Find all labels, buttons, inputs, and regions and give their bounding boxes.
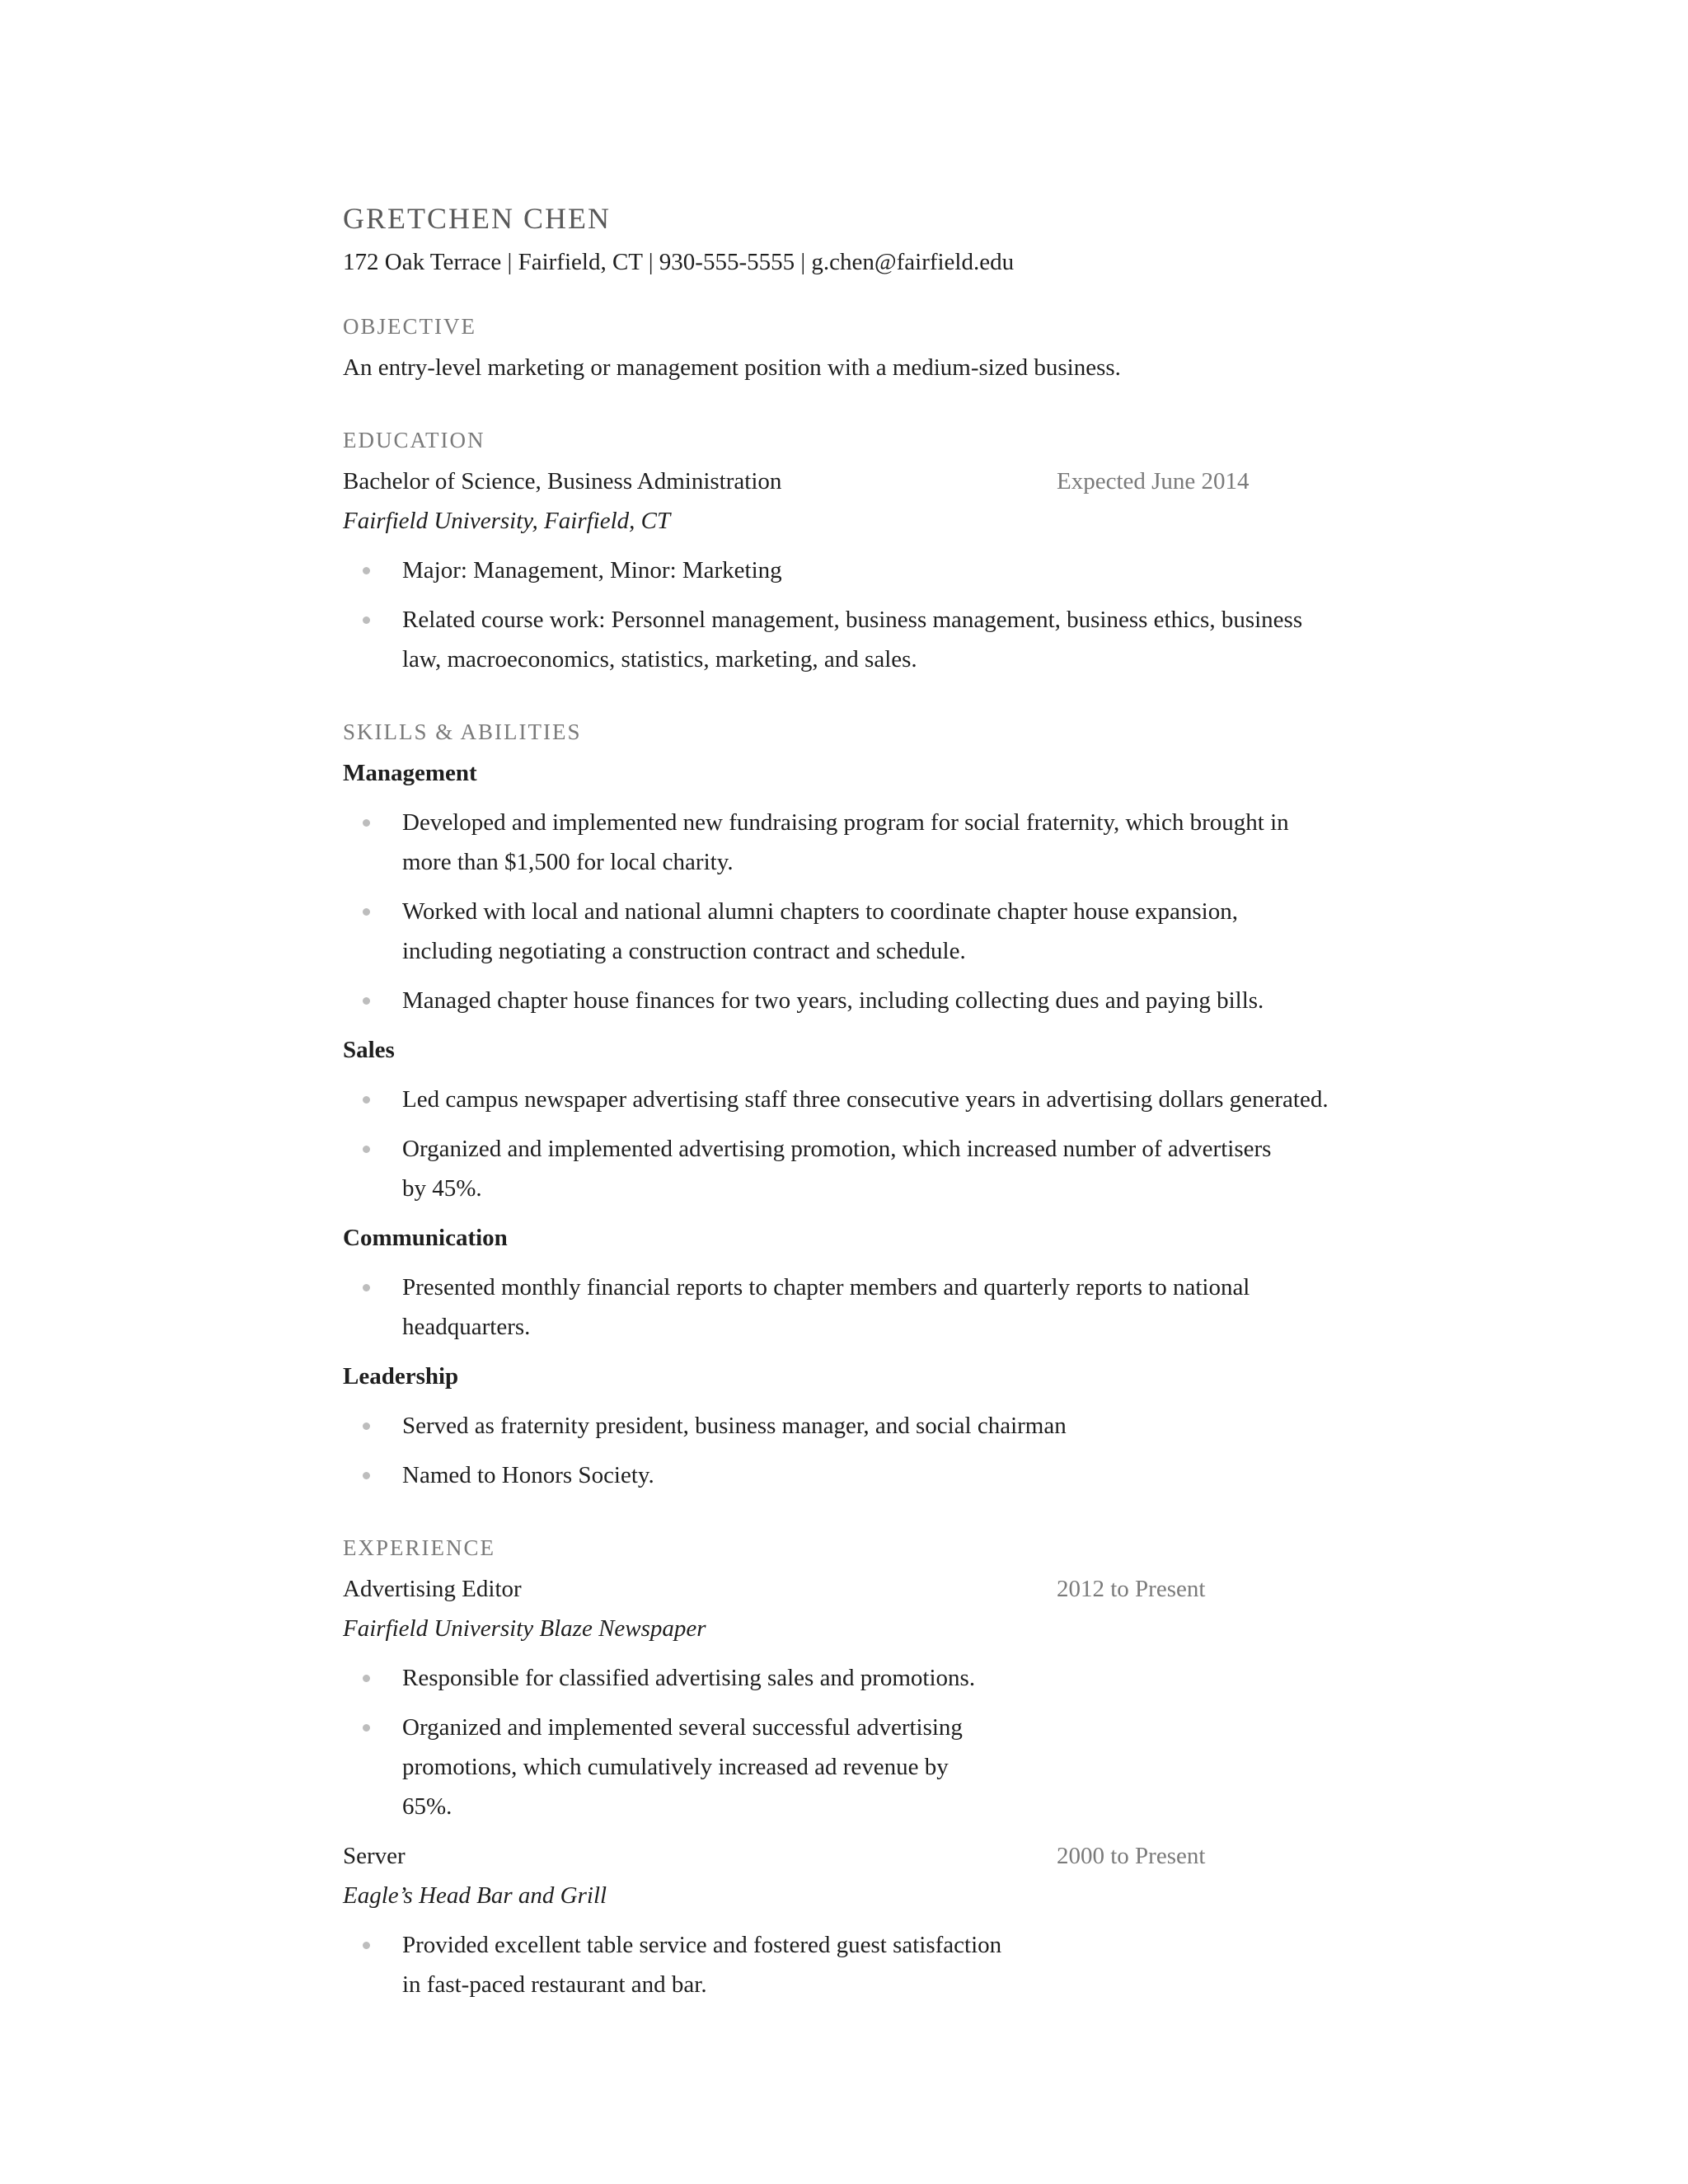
list-item: Organized and implemented advertising promotion, which increased number of advertisers by 45%. bbox=[343, 1129, 1292, 1208]
skills-section bbox=[343, 712, 1332, 1495]
bullet-icon bbox=[363, 1675, 370, 1682]
job-bullets bbox=[343, 1925, 1332, 2004]
resume-page bbox=[343, 196, 1332, 2004]
bullet-icon bbox=[363, 1724, 370, 1732]
bullet-icon bbox=[363, 1096, 370, 1104]
bullet-icon bbox=[363, 1146, 370, 1153]
list-item: Presented monthly financial reports to chapter members and quarterly reports to national headquarters. bbox=[343, 1268, 1276, 1347]
skill-group-bullets bbox=[343, 1268, 1332, 1347]
objective-text: An entry-level marketing or management position with a medium-sized business. bbox=[343, 354, 1121, 381]
skills-heading: SKILLS & ABILITIES bbox=[343, 719, 582, 744]
skill-group-title: Sales bbox=[343, 1037, 395, 1063]
list-item: Organized and implemented several successful advertising promotions, which cumulatively increased ad revenue by 65%. bbox=[343, 1708, 996, 1826]
skill-group-title: Communication bbox=[343, 1225, 508, 1251]
education-heading: EDUCATION bbox=[343, 428, 485, 452]
bullet-icon bbox=[363, 1472, 370, 1479]
education-degree-row bbox=[343, 462, 1332, 501]
bullet-icon bbox=[363, 997, 370, 1005]
job-organization: Fairfield University Blaze Newspaper bbox=[343, 1615, 706, 1642]
list-item: Related course work: Personnel management, business management, business ethics, business law, macroeconomics, statistics, marketing, and sales. bbox=[343, 600, 1332, 679]
objective-section bbox=[343, 307, 1332, 387]
bullet-icon bbox=[363, 908, 370, 916]
resume-header bbox=[343, 196, 1332, 282]
list-item: Worked with local and national alumni chapters to coordinate chapter house expansion, including negotiating a construction contract and schedule. bbox=[343, 892, 1332, 971]
objective-heading: OBJECTIVE bbox=[343, 314, 476, 339]
bullet-icon bbox=[363, 1422, 370, 1430]
skill-group-bullets bbox=[343, 1406, 1332, 1495]
education-section bbox=[343, 420, 1332, 679]
list-item: Major: Management, Minor: Marketing bbox=[343, 551, 1332, 590]
list-item: Provided excellent table service and fostered guest satisfaction in fast-paced restaurant and bar. bbox=[343, 1925, 1012, 2004]
job-bullets bbox=[343, 1658, 1332, 1826]
skill-group-title: Leadership bbox=[343, 1363, 459, 1390]
list-item: Responsible for classified advertising sales and promotions. bbox=[343, 1658, 1062, 1698]
school-name: Fairfield University, Fairfield, CT bbox=[343, 508, 671, 534]
job-dates: 2000 to Present bbox=[1057, 1843, 1206, 1869]
bullet-icon bbox=[363, 616, 370, 624]
bullet-icon bbox=[363, 567, 370, 574]
list-item: Led campus newspaper advertising staff three consecutive years in advertising dollars generated. bbox=[343, 1080, 1332, 1119]
list-item: Served as fraternity president, business manager, and social chairman bbox=[343, 1406, 1332, 1446]
job-title-row bbox=[343, 1836, 1332, 1876]
contact-info: 172 Oak Terrace | Fairfield, CT | 930-555-5555 | g.chen@fairfield.edu bbox=[343, 249, 1015, 275]
candidate-name: GRETCHEN CHEN bbox=[343, 202, 611, 235]
education-bullets bbox=[343, 551, 1332, 679]
skill-group-bullets bbox=[343, 803, 1332, 1020]
experience-section bbox=[343, 1528, 1332, 2004]
experience-heading: EXPERIENCE bbox=[343, 1535, 495, 1560]
list-item: Managed chapter house finances for two years, including collecting dues and paying bills. bbox=[343, 981, 1332, 1020]
degree-title: Bachelor of Science, Business Administration bbox=[343, 468, 782, 494]
job-title: Advertising Editor bbox=[343, 1576, 522, 1602]
degree-date: Expected June 2014 bbox=[1057, 468, 1250, 494]
bullet-icon bbox=[363, 1942, 370, 1949]
job-title-row bbox=[343, 1569, 1332, 1609]
skill-group-bullets bbox=[343, 1080, 1332, 1208]
bullet-icon bbox=[363, 1284, 370, 1291]
job-dates: 2012 to Present bbox=[1057, 1576, 1206, 1602]
list-item: Developed and implemented new fundraising program for social fraternity, which brought in more than $1,500 for local charity. bbox=[343, 803, 1292, 882]
skill-group-title: Management bbox=[343, 760, 477, 786]
bullet-icon bbox=[363, 819, 370, 827]
job-organization: Eagle’s Head Bar and Grill bbox=[343, 1882, 607, 1909]
job-title: Server bbox=[343, 1843, 406, 1869]
list-item: Named to Honors Society. bbox=[343, 1455, 1332, 1495]
